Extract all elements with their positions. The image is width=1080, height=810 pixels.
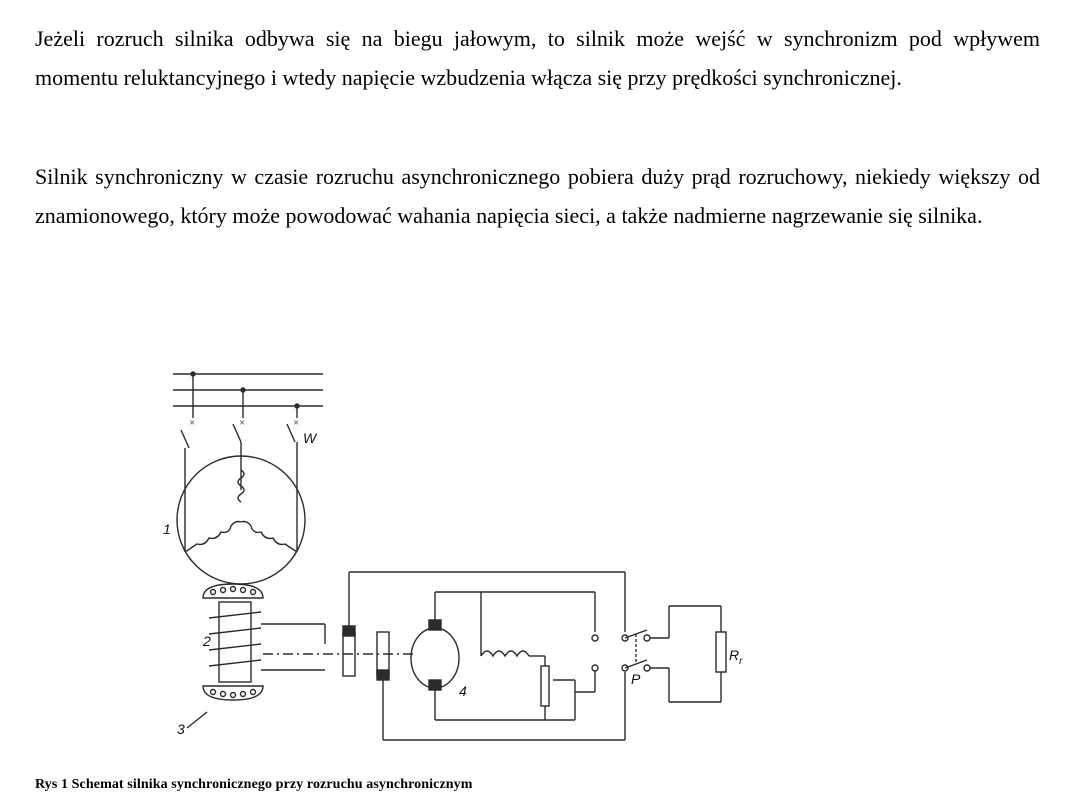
- label-exciter-4: 4: [459, 683, 467, 699]
- rotor-winding: [209, 602, 325, 682]
- label-stator-1: 1: [163, 521, 171, 537]
- label-switch-p: P: [631, 671, 641, 687]
- rotor-pole-bottom: [203, 686, 263, 700]
- svg-text:×: ×: [293, 417, 300, 429]
- label-winding-2: 2: [203, 633, 211, 649]
- svg-text:×: ×: [189, 417, 196, 429]
- supply-taps: [189, 372, 299, 429]
- synchronous-motor-schematic: [155, 362, 760, 757]
- paragraph-startup-no-load: Jeżeli rozruch silnika odbywa się na biegu jałowym, to silnik może wejść w synchronizm pod wpływem momentu reluktancyjnego i wtedy napięcie wzbudzenia włącza się przy prędkości synchronicznej.: [35, 26, 1040, 90]
- svg-text:×: ×: [239, 417, 246, 429]
- rotor-pole-top: [203, 584, 263, 598]
- changeover-switch: [622, 630, 650, 671]
- main-switch: [181, 424, 297, 552]
- discharge-resistor: [650, 606, 726, 702]
- label-switch-w: W: [303, 430, 317, 446]
- leader-3: [187, 712, 207, 728]
- label-pole-3: 3: [177, 721, 185, 737]
- paragraph-starting-current: Silnik synchroniczny w czasie rozruchu asynchronicznego pobiera duży prąd rozruchowy, niekiedy większy od znamionowego, który może powodować wahania napięcia sieci, a także nadmierne nagrzewanie się silnika.: [35, 164, 1040, 228]
- excitation-circuit: [349, 572, 625, 740]
- exciter-dc-machine: [411, 592, 459, 720]
- schematic-figure: [155, 362, 760, 757]
- slip-rings: [325, 572, 389, 740]
- figure-caption: Rys 1 Schemat silnika synchronicznego przy rozruchu asynchronicznym: [35, 777, 473, 792]
- label-resistor-r: $R_r$: [729, 647, 743, 667]
